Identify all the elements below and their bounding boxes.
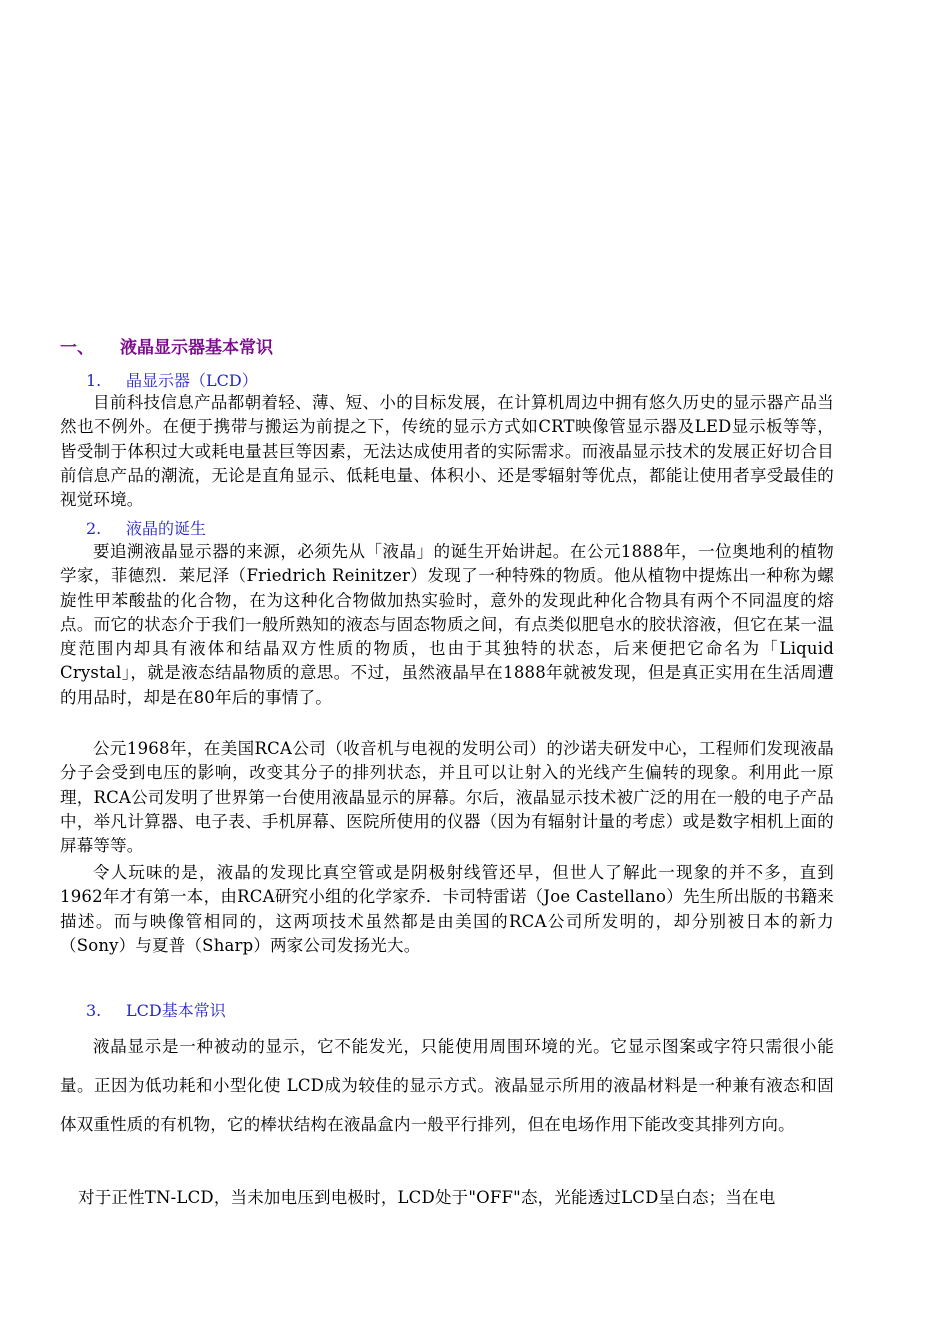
paragraph-1: 目前科技信息产品都朝着轻、薄、短、小的目标发展，在计算机周边中拥有悠久历史的显示器产品当然也不例外。在便于携带与搬运为前提之下，传统的显示方式如CRT映像管显示器及LED显示板等等，皆受制于体积过大或耗电量甚巨等因素，无法达成使用者的实际需求。而液晶显示技术的发展正好切合目前信息产品的潮流，无论是直角显示、低耗电量、体积小、还是零辐射等优点，都能让使用者享受最佳的视觉环境。 xyxy=(60,393,834,510)
paragraph-5: 液晶显示是一种被动的显示，它不能发光，只能使用周围环境的光。它显示图案或字符只需很小能量。正因为低功耗和小型化使 LCD成为较佳的显示方式。液晶显示所用的液晶材料是一种兼有液态和固体双重性质的有机物，它的棒状结构在液晶盒内一般平行排列，但在电场作用下能改变其排列方向。 xyxy=(60,1037,834,1134)
paragraph-3: 公元1968年，在美国RCA公司（收音机与电视的发明公司）的沙诺夫研发中心，工程师们发现液晶分子会受到电压的影响，改变其分子的排列状态，并且可以让射入的光线产生偏转的现象。利用此一原理，RCA公司发明了世界第一台使用液晶显示的屏幕。尔后，液晶显示技术被广泛的用在一般的电子产品中，举凡计算器、电子表、手机屏幕、医院所使用的仪器（因为有辐射计量的考虑）或是数字相机上面的屏幕等等。 xyxy=(60,739,834,856)
paragraph-2: 要追溯液晶显示器的来源，必须先从「液晶」的诞生开始讲起。在公元1888年，一位奥地利的植物学家，菲德烈．莱尼泽（Friedrich Reinitzer）发现了一种特殊的物质。他从植物中提炼出一种称为螺旋性甲苯酸盐的化合物，在为这种化合物做加热实验时，意外的发现此种化合物具有两个不同温度的熔点。而它的状态介于我们一般所熟知的液态与固态物质之间，有点类似肥皂水的胶状溶液，但它在某一温度范围内却具有液体和结晶双方性质的物质，也由于其独特的状态，后来便把它命名为「Liquid Crystal」，就是液态结晶物质的意思。不过，虽然液晶早在1888年就被发现，但是真正实用在生活周遭的用品时，却是在80年后的事情了。 xyxy=(60,542,834,707)
paragraph-6: 对于正性TN-LCD，当未加电压到电极时，LCD处于"OFF"态，光能透过LCD呈白态；当在电 xyxy=(78,1188,776,1207)
paragraph-4: 令人玩味的是，液晶的发现比真空管或是阴极射线管还早，但世人了解此一现象的并不多，直到1962年才有第一本，由RCA研究小组的化学家乔．卡司特雷诺（Joe Castellano）先生所出版的书籍来描述。而与映像管相同的，这两项技术虽然都是由美国的RCA公司所发明的，却分别被日本的新力（Sony）与夏普（Sharp）两家公司发扬光大。 xyxy=(60,863,834,955)
subheading-3-number: 3. xyxy=(86,1001,102,1020)
subheading-3-title: LCD基本常识 xyxy=(126,1001,226,1020)
subheading-2-title: 液晶的诞生 xyxy=(126,519,207,538)
section-heading xyxy=(60,333,273,358)
subheading-1-title: 晶显示器（LCD） xyxy=(126,371,258,390)
subheading-3 xyxy=(86,998,226,1021)
subheading-1 xyxy=(86,368,258,391)
section-number: 一、 xyxy=(60,338,94,358)
subheading-2 xyxy=(86,516,206,539)
section-title: 液晶显示器基本常识 xyxy=(120,338,273,358)
subheading-2-number: 2. xyxy=(86,519,102,538)
subheading-1-number: 1. xyxy=(86,371,102,390)
